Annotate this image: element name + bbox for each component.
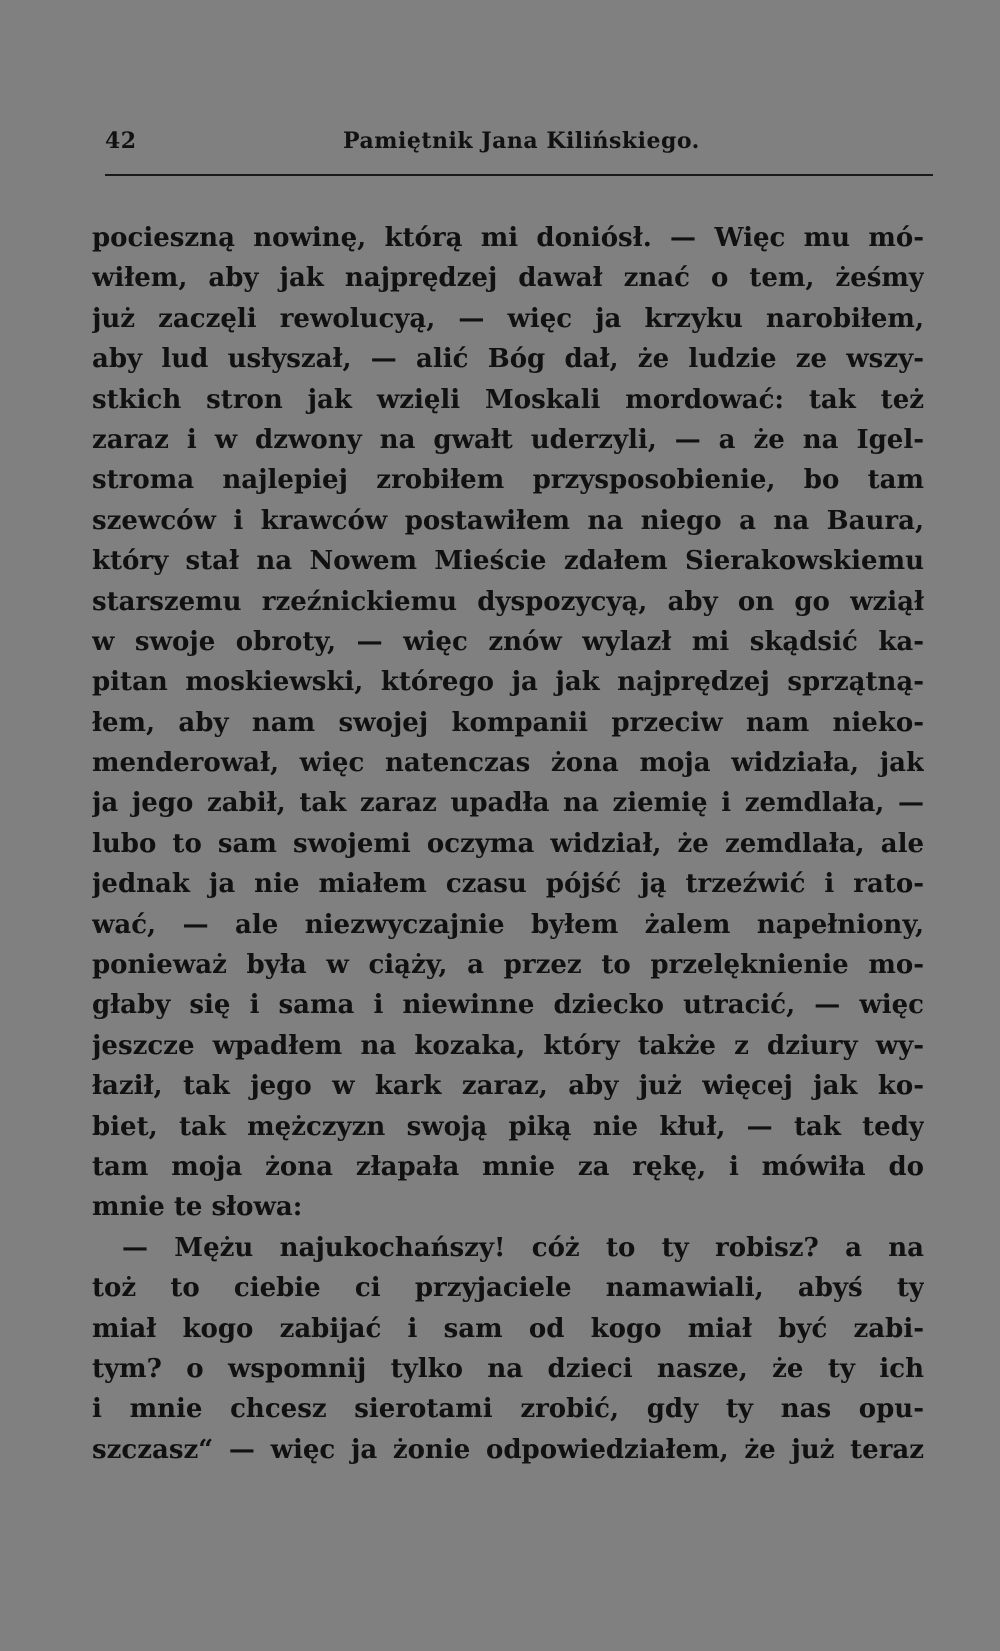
page-number: 42 (105, 128, 137, 154)
text-line: tym? o wspomnij tylko na dzieci nasze, że ty ich (92, 1353, 924, 1384)
text-line: stroma najlepiej zrobiłem przysposobienie, bo tam (92, 465, 924, 496)
header-rule (105, 174, 933, 176)
text-line: — Mężu najukochańszy! cóż to ty robisz? a na (122, 1232, 924, 1263)
text-line: jeszcze wpadłem na kozaka, który także z dziury wy- (92, 1030, 924, 1061)
text-line: wiłem, aby jak najprędzej dawał znać o tem, żeśmy (92, 263, 924, 294)
running-title: Pamiętnik Jana Kilińskiego. (343, 128, 700, 154)
text-line: mnie te słowa: (92, 1192, 303, 1223)
text-line: aby lud usłyszał, — alić Bóg dał, że ludzie ze wszy- (92, 344, 924, 375)
body-text (92, 218, 924, 1470)
text-line: stkich stron jak wzięli Moskali mordować: tak też (92, 384, 924, 415)
text-line: biet, tak mężczyzn swoją piką nie kłuł, — tak tedy (92, 1111, 924, 1142)
text-line: toż to ciebie ci przyjaciele namawiali, abyś ty (92, 1273, 924, 1304)
text-line: starszemu rzeźnickiemu dyspozycyą, aby on go wziął (92, 586, 924, 617)
text-line: głaby się i sama i niewinne dziecko utracić, — więc (92, 990, 924, 1021)
page-header (105, 128, 935, 168)
text-line: pitan moskiewski, którego ja jak najprędzej sprzątną- (92, 667, 924, 698)
text-line: i mnie chcesz sierotami zrobić, gdy ty nas opu- (92, 1394, 924, 1425)
text-line: ja jego zabił, tak zaraz upadła na ziemię i zemdlała, — (92, 788, 924, 819)
text-line: szczasz“ — więc ja żonie odpowiedziałem, że już teraz (92, 1434, 924, 1465)
text-line: już zaczęli rewolucyą, — więc ja krzyku narobiłem, (92, 303, 924, 334)
text-line: szewców i krawców postawiłem na niego a na Baura, (92, 505, 924, 536)
text-line: pocieszną nowinę, którą mi doniósł. — Więc mu mó- (92, 223, 924, 253)
text-line: menderował, więc natenczas żona moja widziała, jak (92, 748, 924, 779)
text-line: w swoje obroty, — więc znów wylazł mi skądsić ka- (92, 626, 924, 657)
text-line: lubo to sam swojemi oczyma widział, że zemdlała, ale (92, 828, 924, 859)
text-line: łem, aby nam swojej kompanii przeciw nam nieko- (92, 707, 924, 738)
text-line: ponieważ była w ciąży, a przez to przelęknienie mo- (92, 950, 924, 981)
text-line: tam moja żona złapała mnie za rękę, i mówiła do (92, 1151, 924, 1182)
text-line: jednak ja nie miałem czasu pójść ją trzeźwić i rato- (92, 869, 924, 900)
text-line: miał kogo zabijać i sam od kogo miał być zabi- (92, 1313, 924, 1344)
text-line: łaził, tak jego w kark zaraz, aby już więcej jak ko- (92, 1071, 924, 1102)
text-line: zaraz i w dzwony na gwałt uderzyli, — a że na Igel- (92, 424, 924, 455)
text-line: który stał na Nowem Mieście zdałem Sierakowskiemu (92, 546, 924, 577)
text-line: wać, — ale niezwyczajnie byłem żalem napełniony, (92, 909, 924, 940)
